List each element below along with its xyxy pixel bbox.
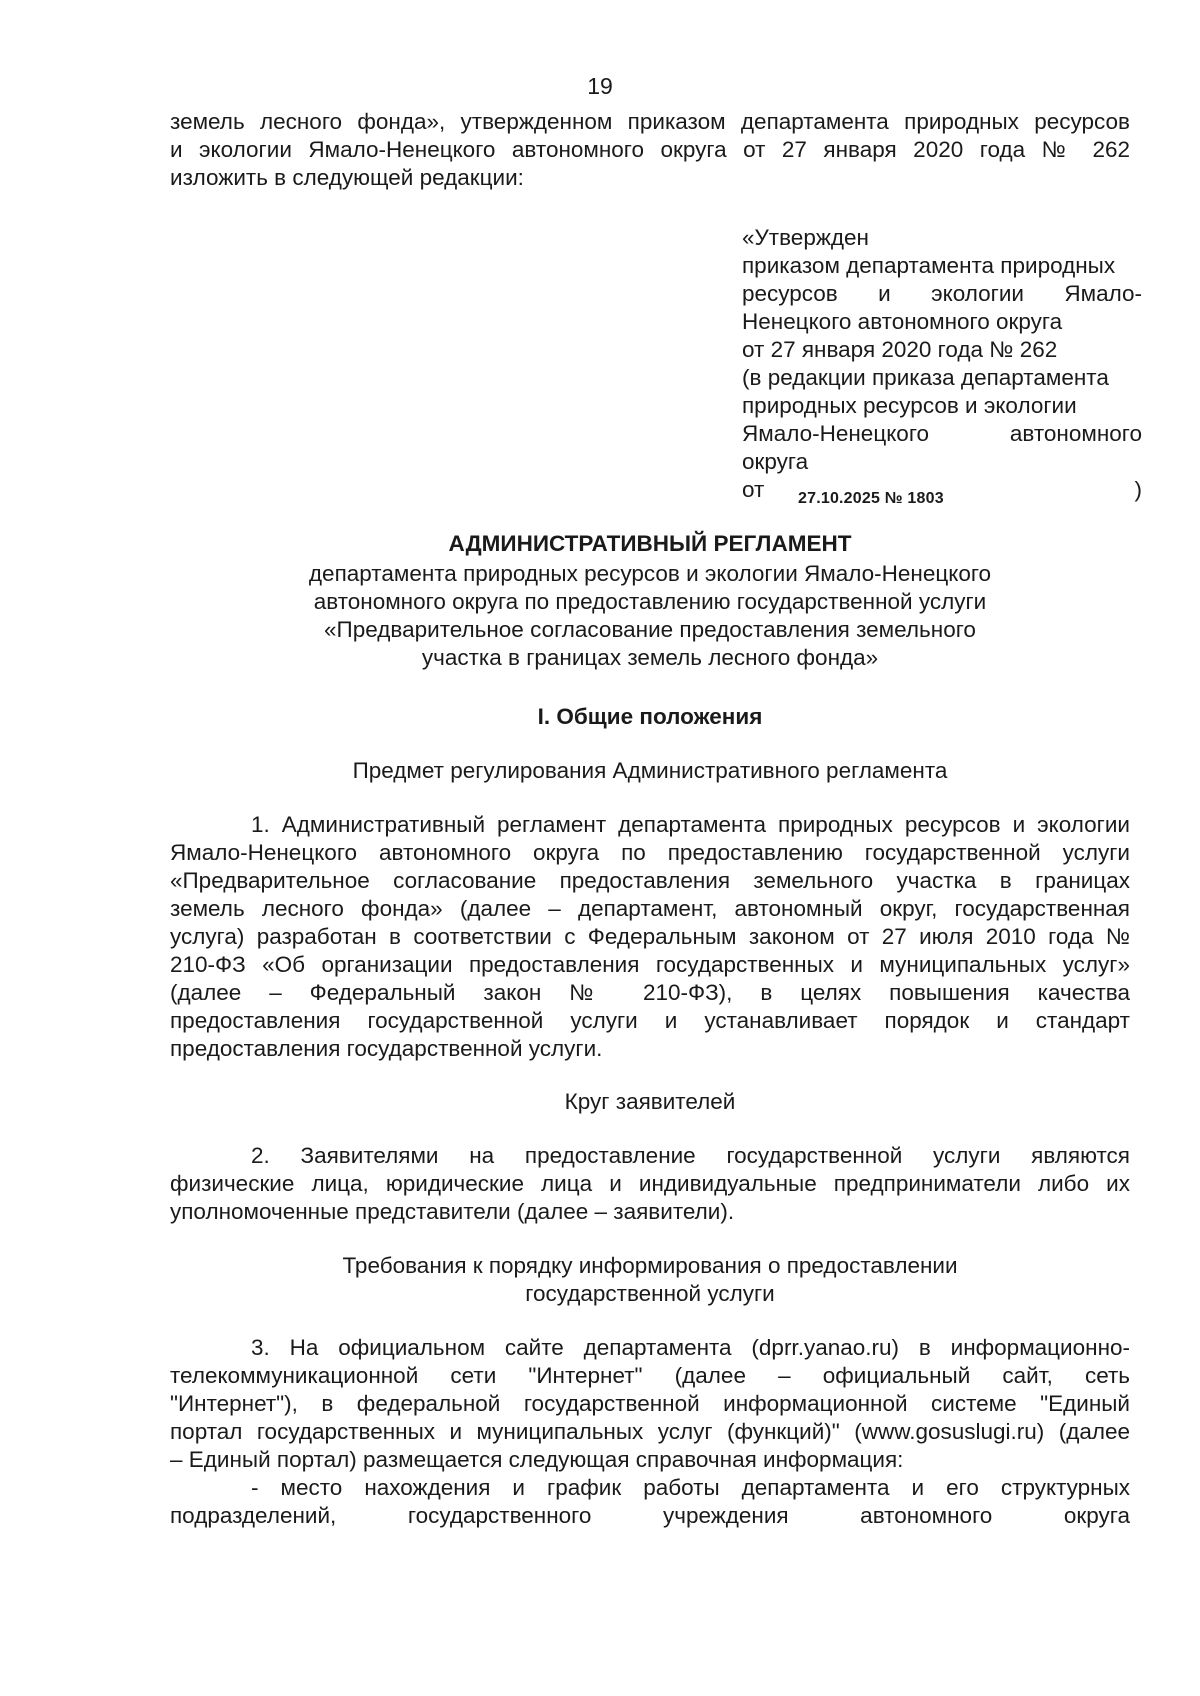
approval-line: округа bbox=[742, 449, 809, 474]
page-number: 19 bbox=[587, 73, 613, 99]
approval-block bbox=[742, 224, 1142, 507]
approval-date-prefix: от bbox=[742, 477, 765, 502]
paragraph-line: подразделений, государственного учреждения автономного округа bbox=[170, 1503, 1130, 1528]
paragraph-line: 3. На официальном сайте департамента (dprr.yanao.ru) в информационно- bbox=[251, 1335, 1130, 1360]
subsection-heading: Круг заявителей bbox=[564, 1089, 736, 1114]
paragraph-line: услуга) разработан в соответствии с Федеральным законом от 27 июля 2010 года № bbox=[170, 924, 1130, 949]
approval-line: «Утвержден bbox=[742, 225, 869, 250]
subsection-heading-line: Требования к порядку информирования о предоставлении bbox=[342, 1253, 958, 1278]
paragraph-line: телекоммуникационной сети "Интернет" (далее – официальный сайт, сеть bbox=[170, 1363, 1130, 1388]
paragraph-line: - место нахождения и график работы департамента и его структурных bbox=[251, 1475, 1130, 1500]
intro-paragraph bbox=[170, 108, 1130, 192]
paragraph-3 bbox=[170, 1334, 1130, 1530]
document-subtitle-line: участка в границах земель лесного фонда» bbox=[421, 645, 879, 670]
title-block bbox=[170, 530, 1130, 672]
intro-line: и экологии Ямало-Ненецкого автономного округа от 27 января 2020 года № 262 bbox=[170, 137, 1130, 162]
approval-line: (в редакции приказа департамента bbox=[742, 365, 1109, 390]
document-title: АДМИНИСТРАТИВНЫЙ РЕГЛАМЕНТ bbox=[448, 531, 852, 556]
approval-line: приказом департамента природных bbox=[742, 253, 1116, 278]
paragraph-line: 210-ФЗ «Об организации предоставления государственных и муниципальных услуг» bbox=[170, 952, 1130, 977]
paragraph-line: Ямало-Ненецкого автономного округа по предоставлению государственной услуги bbox=[170, 840, 1130, 865]
paragraph-line: 1. Административный регламент департамента природных ресурсов и экологии bbox=[251, 812, 1130, 837]
approval-line: Ненецкого автономного округа bbox=[742, 309, 1063, 334]
document-subtitle-line: автономного округа по предоставлению государственной услуги bbox=[313, 589, 987, 614]
paragraph-line: «Предварительное согласование предоставления земельного участка в границах bbox=[170, 868, 1130, 893]
approval-line: ресурсов и экологии Ямало- bbox=[742, 281, 1142, 306]
paragraph-line: предоставления государственной услуги. bbox=[170, 1036, 603, 1061]
paragraph-line: 2. Заявителями на предоставление государственной услуги являются bbox=[251, 1143, 1130, 1168]
paragraph-1 bbox=[170, 811, 1130, 1063]
subsection-heading: Предмет регулирования Административного регламента bbox=[352, 758, 948, 783]
paragraph-line: земель лесного фонда» (далее – департамент, автономный округ, государственная bbox=[170, 896, 1130, 921]
paragraph-line: (далее – Федеральный закон № 210-ФЗ), в целях повышения качества bbox=[170, 980, 1130, 1005]
subsection-heading bbox=[170, 1252, 1130, 1308]
document-subtitle-line: «Предварительное согласование предоставления земельного bbox=[324, 617, 976, 642]
approval-date-line bbox=[742, 476, 1142, 507]
paragraph-line: – Единый портал) размещается следующая справочная информация: bbox=[170, 1447, 904, 1472]
approval-date-stamp: 27.10.2025 № 1803 bbox=[798, 490, 944, 507]
section-heading: I. Общие положения bbox=[537, 704, 763, 729]
approval-line: природных ресурсов и экологии bbox=[742, 393, 1077, 418]
subsection-heading-line: государственной услуги bbox=[525, 1281, 775, 1306]
approval-line: Ямало-Ненецкого автономного bbox=[742, 421, 1142, 446]
paragraph-line: портал государственных и муниципальных услуг (функций)" (www.gosuslugi.ru) (далее bbox=[170, 1419, 1130, 1444]
paragraph-line: уполномоченные представители (далее – заявители). bbox=[170, 1199, 735, 1224]
intro-line: земель лесного фонда», утвержденном приказом департамента природных ресурсов bbox=[170, 109, 1130, 134]
document-subtitle-line: департамента природных ресурсов и экологии Ямало-Ненецкого bbox=[308, 561, 992, 586]
paragraph-line: предоставления государственной услуги и устанавливает порядок и стандарт bbox=[170, 1008, 1130, 1033]
paragraph-line: "Интернет"), в федеральной государственной информационной системе "Единый bbox=[170, 1391, 1130, 1416]
approval-line: от 27 января 2020 года № 262 bbox=[742, 337, 1058, 362]
paragraph-2 bbox=[170, 1142, 1130, 1226]
intro-line: изложить в следующей редакции: bbox=[170, 165, 524, 190]
approval-date-suffix: ) bbox=[1134, 477, 1142, 502]
paragraph-line: физические лица, юридические лица и индивидуальные предприниматели либо их bbox=[170, 1171, 1130, 1196]
